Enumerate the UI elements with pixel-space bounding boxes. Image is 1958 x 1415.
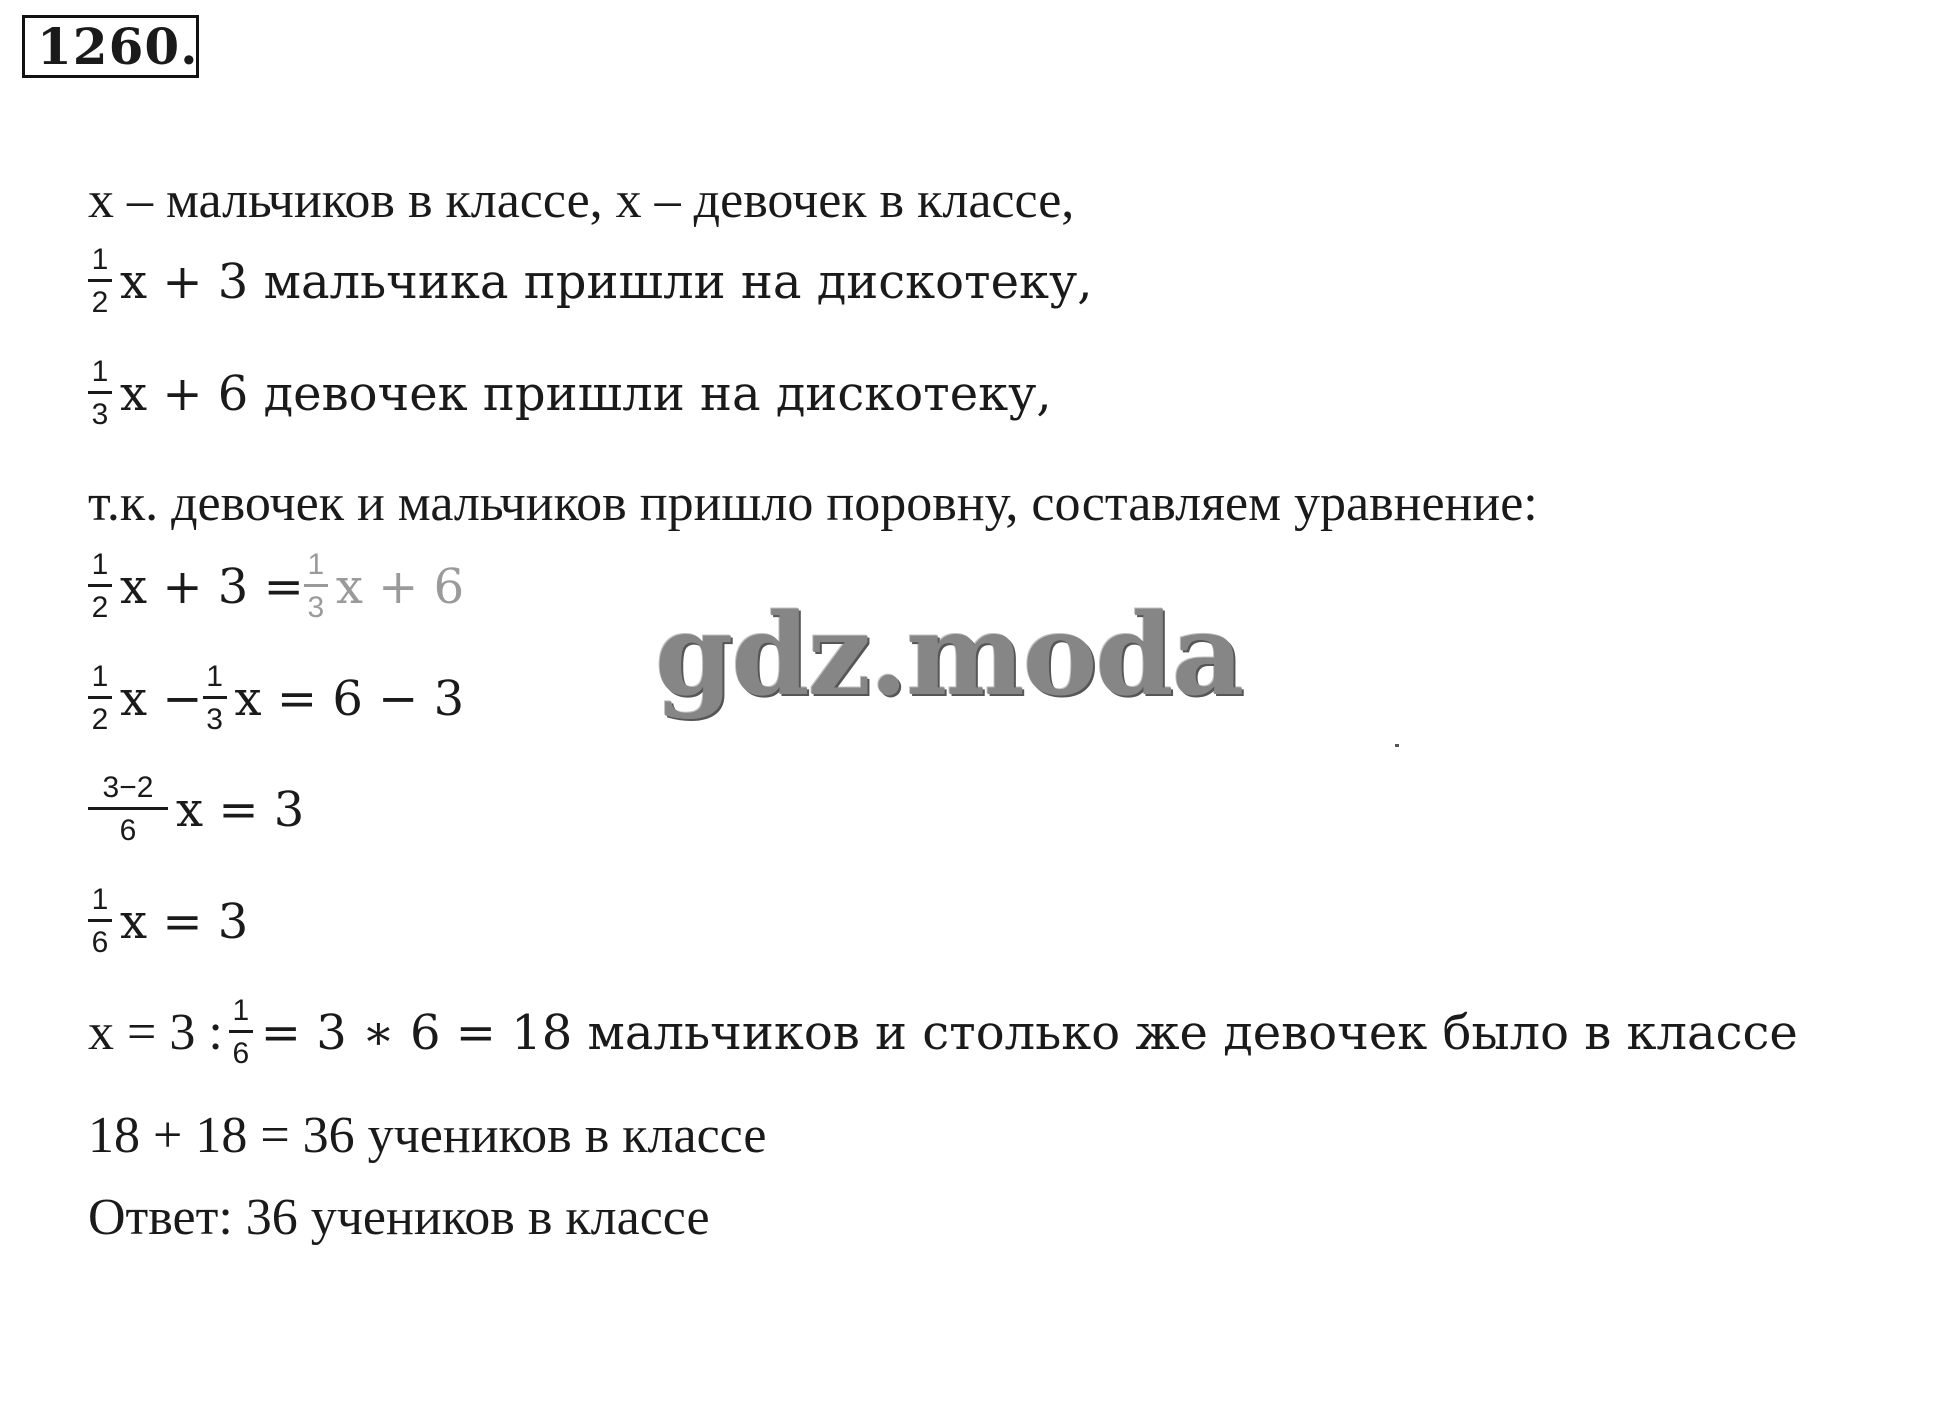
fraction: $\frac{1}{6}$ bbox=[88, 885, 112, 958]
fraction: $\frac{3-2}{6}$ bbox=[88, 773, 168, 846]
equation-line-8 bbox=[88, 885, 248, 958]
answer-line bbox=[88, 1189, 710, 1246]
text-line-2 bbox=[88, 245, 1093, 318]
equation-part: x = 3 : bbox=[88, 1003, 223, 1061]
line-text: x + 6 девочек пришли на дискотеку, bbox=[120, 365, 1052, 422]
problem-number: 1260. bbox=[22, 15, 199, 78]
equation-line-6 bbox=[88, 662, 464, 735]
equation-line-9 bbox=[88, 996, 1798, 1069]
line-text: x + 3 мальчика пришли на дискотеку, bbox=[120, 253, 1093, 310]
speck bbox=[1395, 744, 1399, 747]
text-line-1 bbox=[88, 172, 1075, 229]
equation-line-5 bbox=[88, 550, 464, 623]
fraction: $\frac{1}{3}$ bbox=[88, 357, 112, 430]
equation-line-7 bbox=[88, 773, 304, 846]
text-line-3 bbox=[88, 357, 1052, 430]
watermark-logo: gdz.moda bbox=[655, 590, 1243, 721]
text-line-4 bbox=[88, 475, 1538, 532]
fraction: $\frac{1}{3}$ bbox=[203, 662, 227, 735]
fraction: $\frac{1}{3}$ bbox=[304, 550, 328, 623]
line-text: т.к. девочек и мальчиков пришло поровну, составляем уравнение: bbox=[88, 475, 1538, 532]
fraction: $\frac{1}{6}$ bbox=[229, 996, 253, 1069]
answer-text: Ответ: 36 учеников в классе bbox=[88, 1189, 710, 1246]
equation-part: x = 3 bbox=[120, 893, 249, 950]
equation-part: x = 3 bbox=[176, 781, 305, 838]
equation-part: x + 6 bbox=[335, 558, 465, 615]
text-line-10 bbox=[88, 1107, 767, 1164]
line-text: x – мальчиков в классе, x – девочек в классе, bbox=[88, 172, 1075, 229]
equation-part: = 3 ∗ 6 = 18 мальчиков и столько же девочек было в классе bbox=[260, 1004, 1798, 1061]
equation-part: x = 6 − 3 bbox=[234, 670, 465, 727]
equation-part: x + 3 = bbox=[120, 558, 304, 615]
equation-part: x − bbox=[120, 670, 203, 727]
fraction: $\frac{1}{2}$ bbox=[88, 245, 112, 318]
line-text: 18 + 18 = 36 учеников в классе bbox=[88, 1107, 767, 1164]
fraction: $\frac{1}{2}$ bbox=[88, 662, 112, 735]
fraction: $\frac{1}{2}$ bbox=[88, 550, 112, 623]
